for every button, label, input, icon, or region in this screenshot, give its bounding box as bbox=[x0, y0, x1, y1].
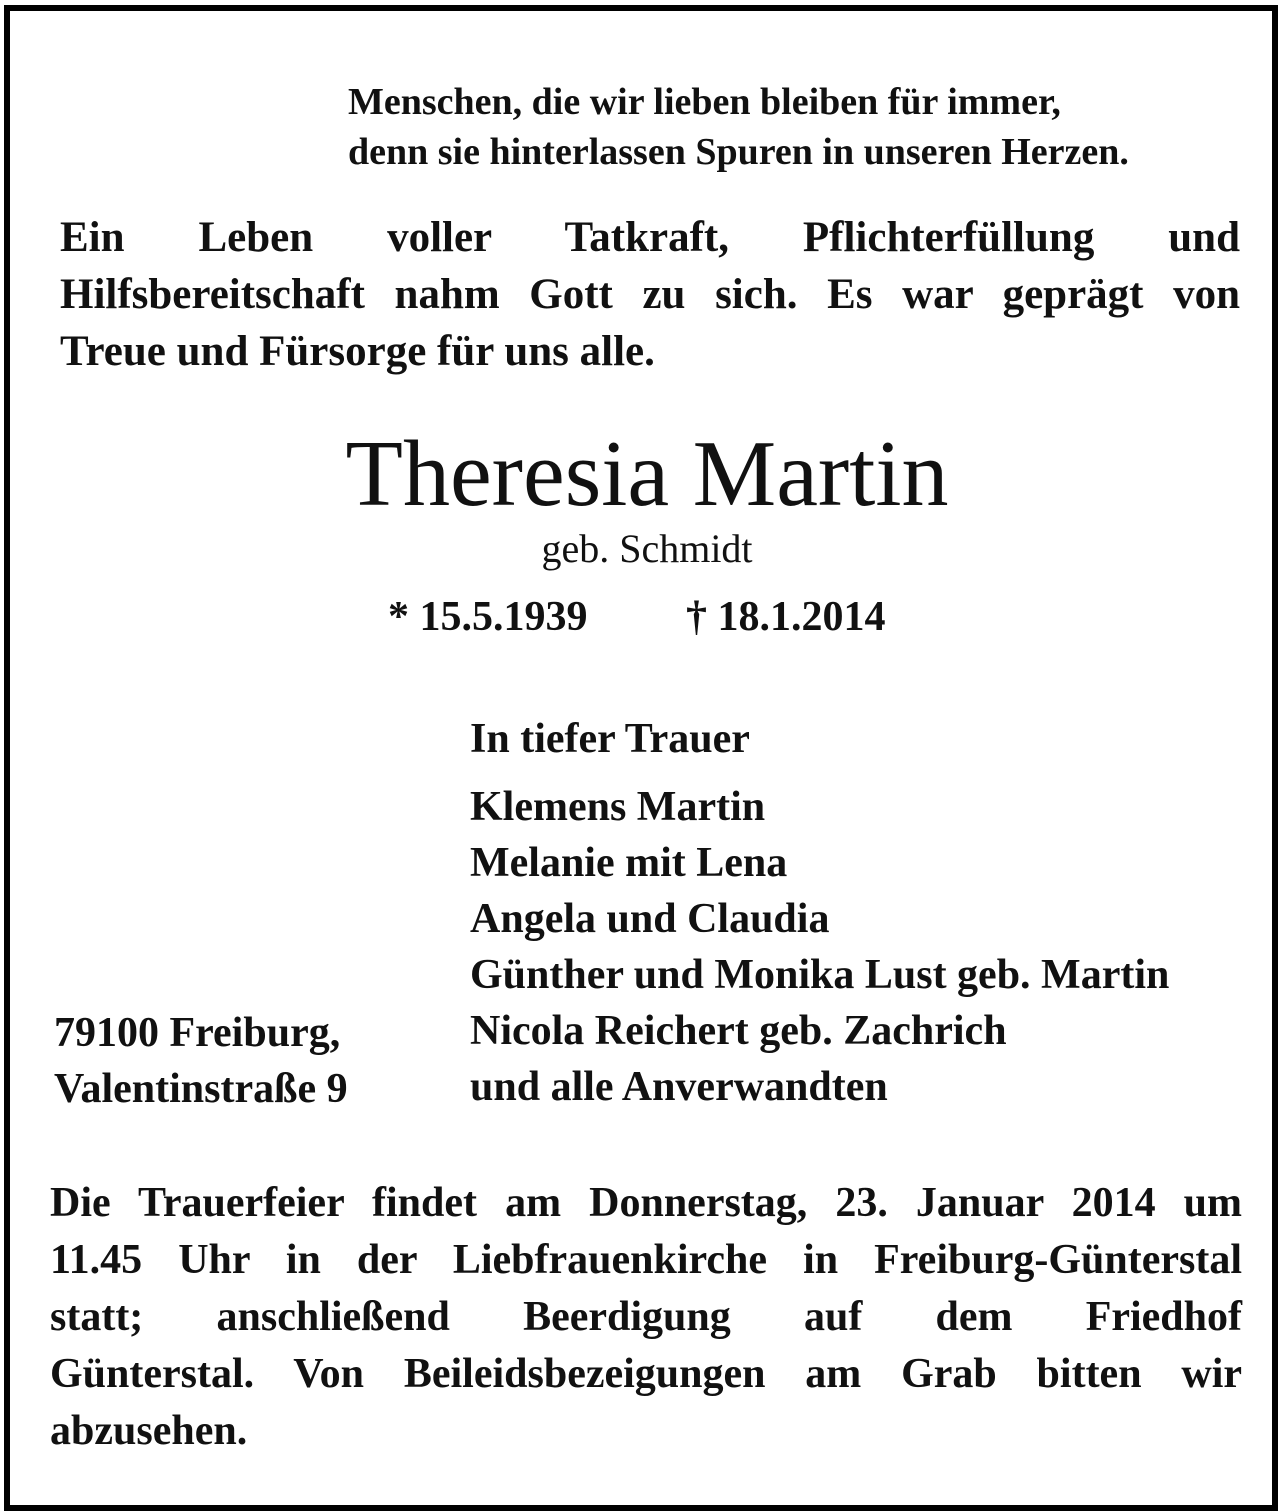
quote-line: denn sie hinterlassen Spuren in unseren Herzen. bbox=[348, 131, 1129, 173]
address-line: Valentinstraße 9 bbox=[54, 1066, 348, 1112]
intro-paragraph bbox=[60, 209, 1240, 380]
obituary-notice bbox=[4, 5, 1278, 1511]
funeral-line: Günterstal. Von Beileidsbezeigungen am Grab bitten wir bbox=[50, 1351, 1242, 1397]
funeral-details bbox=[50, 1175, 1242, 1460]
intro-line: Treue und Fürsorge für uns alle. bbox=[60, 328, 655, 375]
mourner-name: Klemens Martin bbox=[470, 784, 766, 830]
mourners-list bbox=[470, 779, 1169, 1115]
family-address bbox=[54, 1005, 348, 1117]
birth-date: * 15.5.1939 bbox=[388, 594, 588, 640]
intro-line: Ein Leben voller Tatkraft, Pflichterfüllung und bbox=[60, 214, 1240, 261]
funeral-line: statt; anschließend Beerdigung auf dem Friedhof bbox=[50, 1294, 1242, 1340]
mourner-name: und alle Anverwandten bbox=[470, 1064, 888, 1110]
mourner-name: Angela und Claudia bbox=[470, 896, 830, 942]
deceased-name: Theresia Martin bbox=[345, 422, 949, 526]
funeral-line: Die Trauerfeier findet am Donnerstag, 23. Januar 2014 um bbox=[50, 1180, 1242, 1226]
mourner-name: Melanie mit Lena bbox=[470, 840, 788, 886]
memorial-quote bbox=[348, 77, 1248, 177]
funeral-line: abzusehen. bbox=[50, 1408, 248, 1454]
quote-line: Menschen, die wir lieben bleiben für immer, bbox=[348, 81, 1061, 123]
mourner-name: Nicola Reichert geb. Zachrich bbox=[470, 1008, 1007, 1054]
maiden-name: geb. Schmidt bbox=[541, 526, 753, 571]
mourner-name: Günther und Monika Lust geb. Martin bbox=[470, 952, 1170, 998]
intro-line: Hilfsbereitschaft nahm Gott zu sich. Es war geprägt von bbox=[60, 271, 1240, 318]
address-line: 79100 Freiburg, bbox=[54, 1010, 341, 1056]
mourning-heading: In tiefer Trauer bbox=[470, 716, 750, 762]
death-date: † 18.1.2014 bbox=[686, 594, 886, 640]
funeral-line: 11.45 Uhr in der Liebfrauenkirche in Freiburg-Günterstal bbox=[50, 1237, 1242, 1283]
